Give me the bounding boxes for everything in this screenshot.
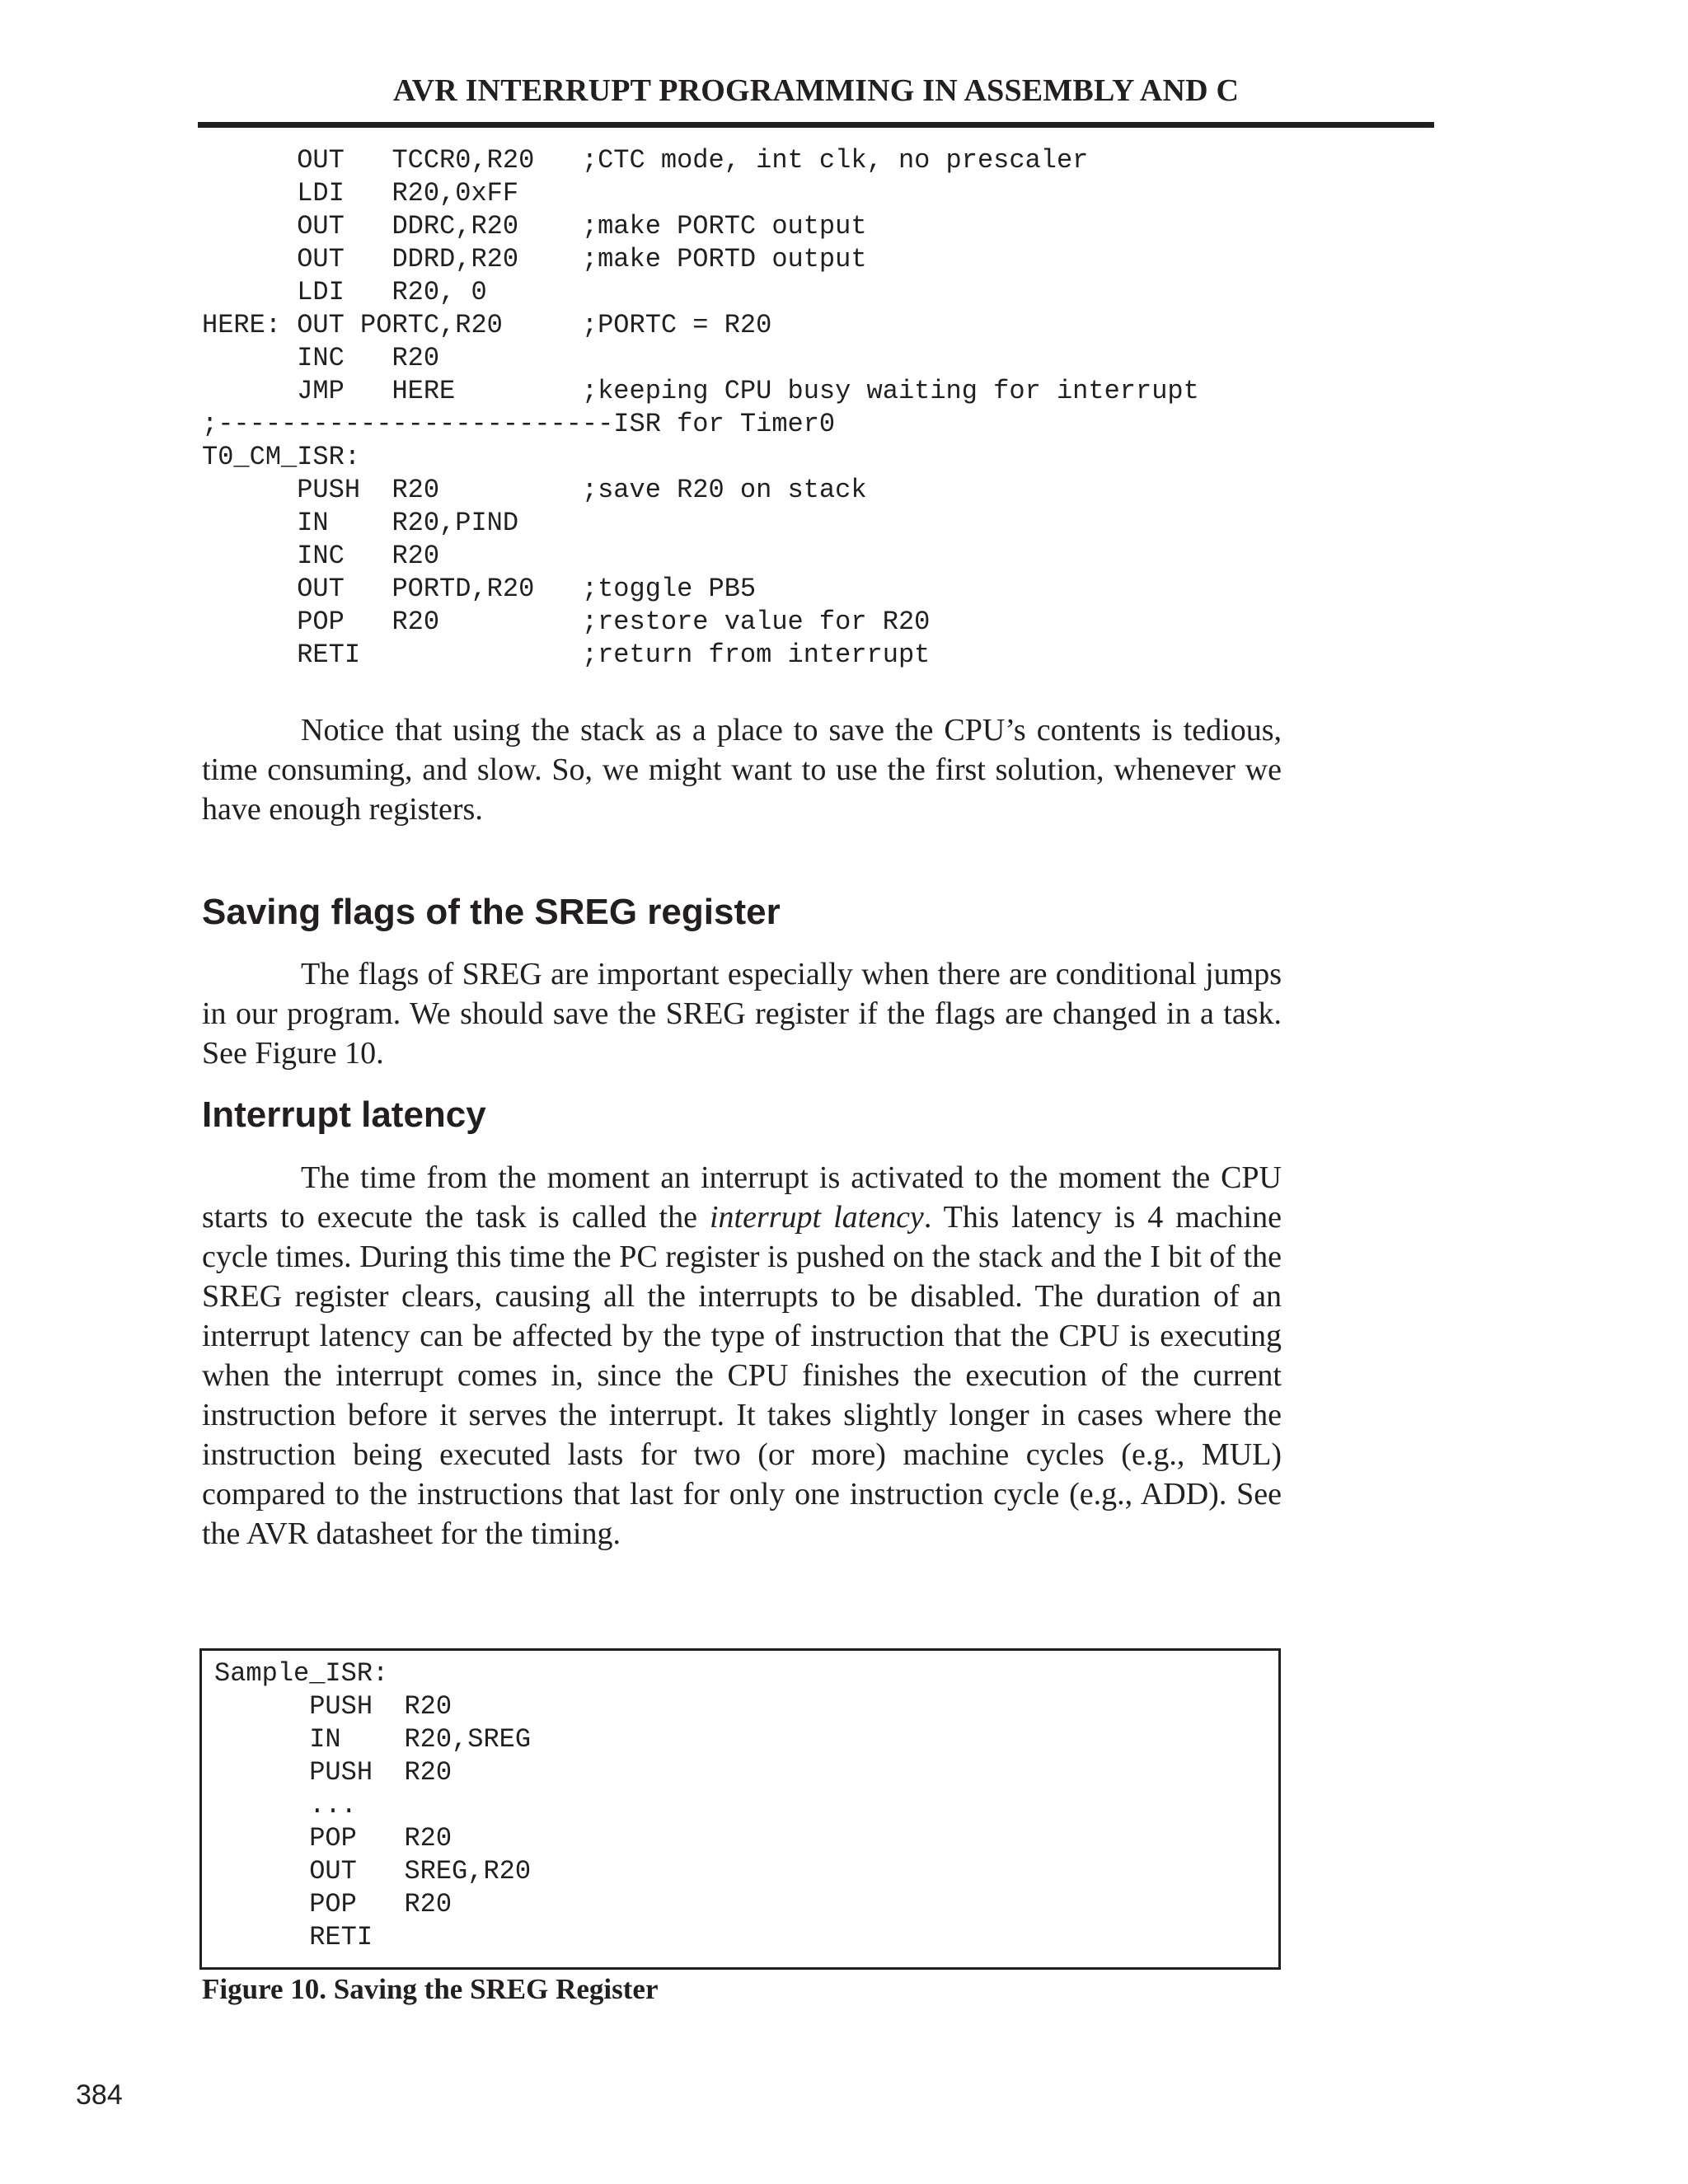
paragraph-stack-note: Notice that using the stack as a place to save the CPU’s contents is tedious, time consuming, and slow. So, we might want to use the first solution, whenever we have enough registers. [202, 713, 1282, 827]
figure-10-box [199, 1648, 1281, 1970]
figure-code-listing: Sample_ISR: PUSH R20 IN R20,SREG PUSH R20 ... POP R20 OUT SREG,R20 POP R20 RETI [214, 1658, 532, 1952]
code-listing: OUT TCCR0,R20 ;CTC mode, int clk, no prescaler LDI R20,0xFF OUT DDRC,R20 ;make PORTC output OUT DDRD,R20 ;make PORTD output LDI R20, 0 HERE: OUT PORTC,R20 ;PORTC = R20 INC R20 JMP HERE ;keeping CPU busy waiting for interrupt ;-------------------------ISR for Timer0 T0_CM_ISR: PUSH R20 ;save R20 on stack IN R20,PIND INC R20 OUT PORTD,R20 ;toggle PB5 POP R20 ;restore value for R20 RETI ;return from interrupt [202, 145, 1199, 670]
figure-caption: Figure 10. Saving the SREG Register [202, 1973, 659, 2005]
paragraph-sreg-flags: The flags of SREG are important especially when there are conditional jumps in our program. We should save the SREG register if the flags are changed in a task. See Figure 10. [202, 957, 1282, 1071]
latency-text-end: . This latency is 4 machine cycle times. During this time the PC register is pushed on the stack and the I bit of the SREG register clears, causing all the interrupts to be disabled. The duration of an interrupt latency can be affected by the type of instruction that the CPU is executing when the interrupt comes in, since the CPU finishes the execution of the current instruction before it serves the interrupt. It takes slightly longer in cases where the instruction being executed lasts for two (or more) machine cycles (e.g., MUL) compared to the instructions that last for only one instruction cycle (e.g., ADD). See the AVR datasheet for the timing. [202, 1200, 1282, 1551]
running-header: AVR INTERRUPT PROGRAMMING IN ASSEMBLY AND C [392, 73, 1240, 108]
latency-text-start: The time from the moment an interrupt is activated to the moment the CPU starts to execute the task is called the [202, 1160, 1282, 1235]
heading-interrupt-latency: Interrupt latency [202, 1094, 486, 1135]
header-rule [198, 122, 1434, 128]
paragraph-interrupt-latency [202, 1158, 1282, 1554]
page-number: 384 [76, 2079, 123, 2111]
heading-saving-flags: Saving flags of the SREG register [202, 892, 781, 932]
latency-term: interrupt latency [709, 1200, 924, 1235]
